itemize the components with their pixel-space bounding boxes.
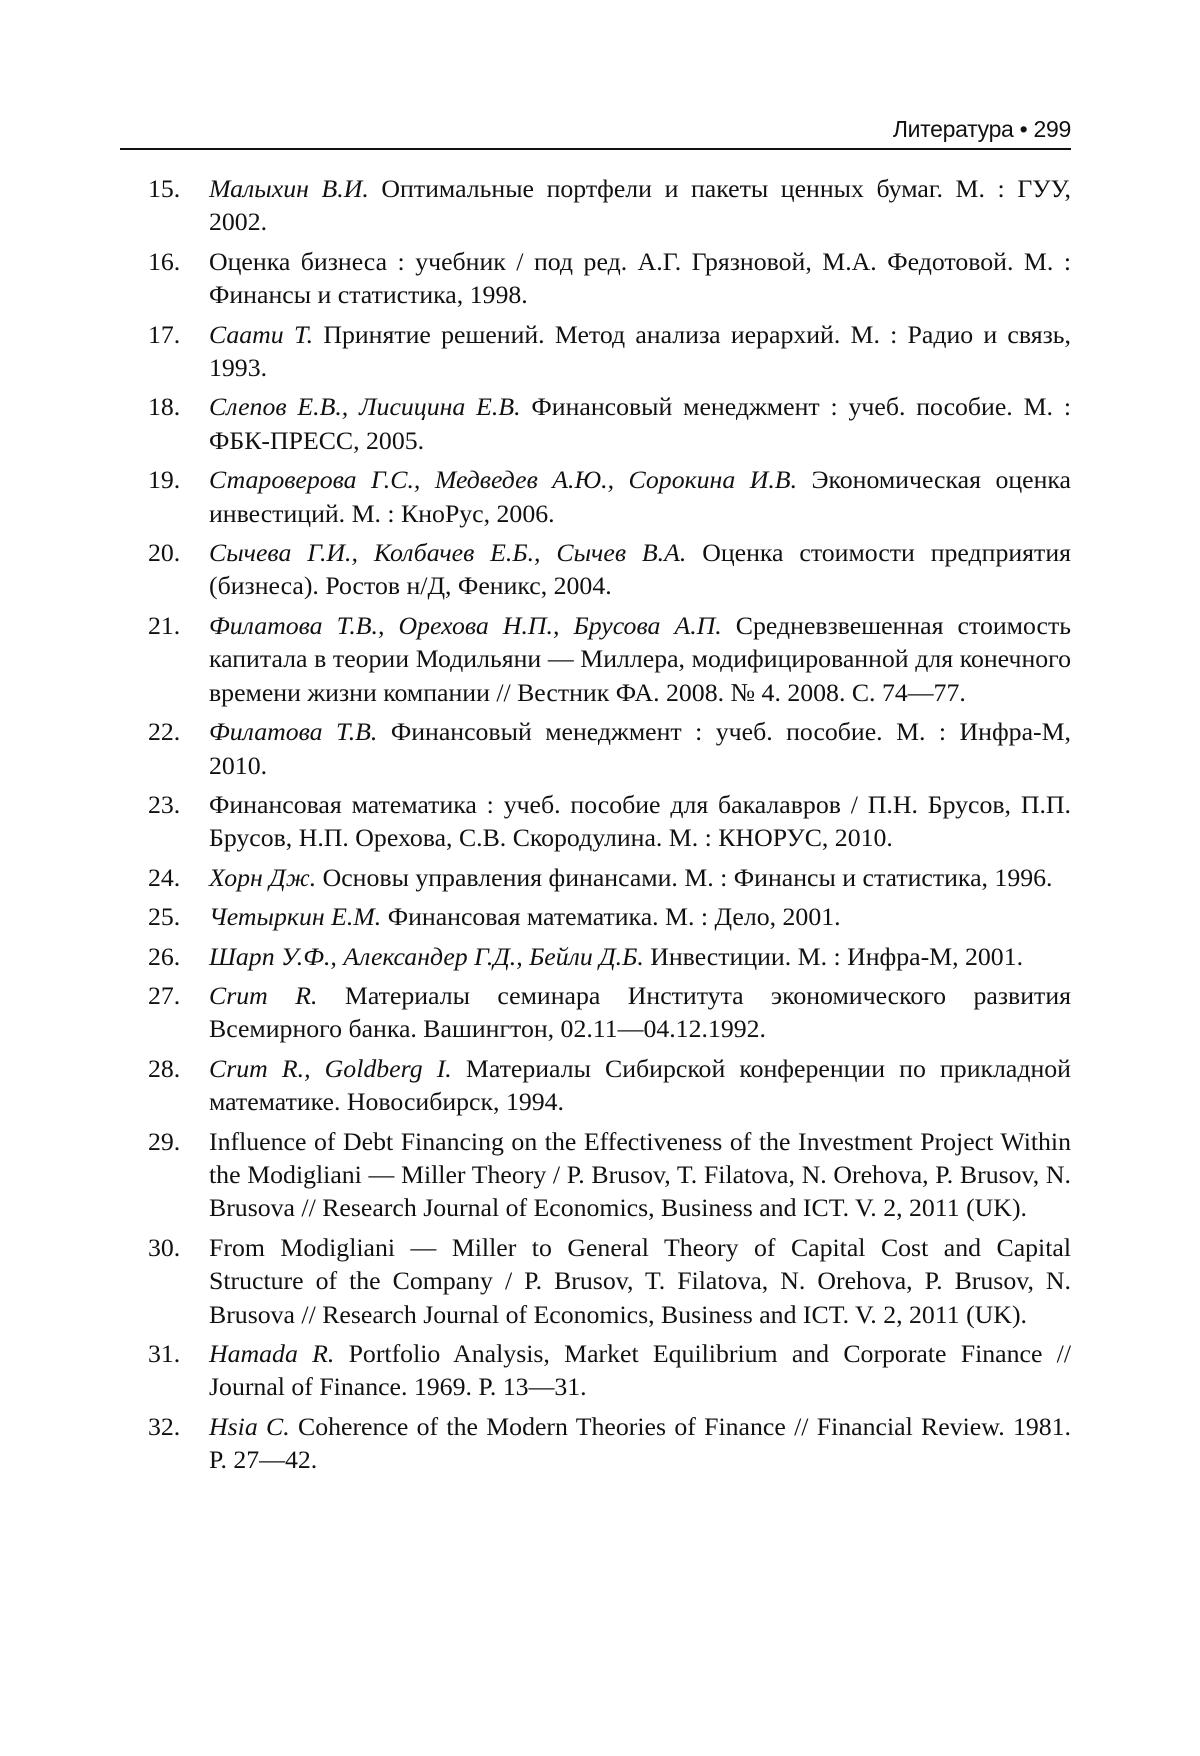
reference-authors: Четыркин Е.М. <box>209 902 382 932</box>
page-number: 299 <box>1033 116 1071 142</box>
reference-number: 25. <box>148 902 181 932</box>
reference-number: 16. <box>148 246 181 276</box>
reference-text: Оценка бизнеса : учебник / под ред. А.Г. Грязновой, М.А. Федотовой. М. : Финансы и статистика, 1998. <box>209 246 1071 310</box>
reference-number: 21. <box>148 610 181 640</box>
reference-authors: Шарп У.Ф., Александер Г.Д., Бейли Д.Б. <box>209 941 644 971</box>
reference-authors: Hsia C. <box>209 1411 290 1441</box>
reference-authors: Hamada R. <box>209 1339 335 1368</box>
reference-authors: Староверова Г.С., Медведев А.Ю., Сорокина И.В. <box>209 465 798 495</box>
reference-authors: Слепов Е.В., Лисицина Е.В. <box>209 392 521 422</box>
section-title: Литература <box>892 116 1014 142</box>
reference-item <box>148 940 1071 973</box>
reference-text: Coherence of the Modern Theories of Finance // Financial Review. 1981. P. 27—42. <box>209 1411 1071 1475</box>
reference-text: Экономическая оценка инвестиций. М. : КноРус, 2006. <box>209 465 1071 528</box>
reference-authors: Хорн Дж. <box>209 862 317 892</box>
reference-number: 17. <box>148 319 181 349</box>
reference-number: 26. <box>148 941 181 971</box>
reference-text: Принятие решений. Метод анализа иерархий. М. : Радио и связь, 1993. <box>209 319 1071 383</box>
reference-authors: Crum R., Goldberg I. <box>209 1053 452 1083</box>
reference-text: Оптимальные портфели и пакеты ценных бумаг. М. : ГУУ, 2002. <box>209 174 1072 237</box>
reference-number: 18. <box>148 392 181 422</box>
reference-text: Материалы семинара Института экономического развития Всемирного банка. Вашингтон, 02.11—04.12.1992. <box>209 980 1071 1044</box>
reference-item <box>148 609 1071 709</box>
reference-item <box>148 979 1071 1046</box>
reference-item <box>148 390 1071 457</box>
reference-item <box>148 318 1071 385</box>
reference-number: 19. <box>148 465 181 495</box>
running-header <box>120 112 1071 150</box>
reference-item <box>148 245 1071 312</box>
reference-item <box>148 172 1071 239</box>
reference-text: Средневзвешенная стоимость капитала в теории Модильяни — Миллера, модифицированной для конечного времени жизни компании // Вестник ФА. 2008. № 4. 2008. С. 74—77. <box>209 610 1071 707</box>
reference-text: Материалы Сибирской конференции по прикладной математике. Новосибирск, 1994. <box>209 1053 1071 1117</box>
header-bullet: • <box>1019 116 1028 142</box>
reference-text: Финансовая математика : учеб. пособие для бакалавров / П.Н. Брусов, П.П. Брусов, Н.П. Орехова, С.В. Скородулина. М. : КНОРУС, 2010. <box>209 789 1071 853</box>
reference-item <box>148 1052 1071 1119</box>
reference-number: 24. <box>148 862 181 892</box>
reference-text: Финансовая математика. М. : Дело, 2001. <box>381 902 841 932</box>
reference-number: 15. <box>148 174 181 203</box>
reference-item <box>148 900 1071 933</box>
reference-item <box>148 536 1071 603</box>
reference-text: Оценка стоимости предприятия (бизнеса). Ростов н/Д, Феникс, 2004. <box>209 538 1071 601</box>
reference-item <box>148 1410 1071 1477</box>
reference-list <box>148 172 1071 1483</box>
reference-number: 28. <box>148 1053 181 1083</box>
reference-number: 31. <box>148 1339 181 1368</box>
reference-authors: Сычева Г.И., Колбачев Е.Б., Сычев В.А. <box>209 538 687 568</box>
reference-text: Основы управления финансами. М. : Финансы и статистика, 1996. <box>316 862 1053 892</box>
reference-item <box>148 788 1071 855</box>
reference-authors: Филатова Т.В. <box>209 717 378 747</box>
reference-number: 20. <box>148 538 181 568</box>
reference-text: Финансовый менеджмент : учеб. пособие. М. : Инфра-М, 2010. <box>209 717 1071 780</box>
reference-number: 23. <box>148 789 181 819</box>
reference-item <box>148 861 1071 894</box>
reference-text: Финансовый менеджмент : учеб. пособие. М. : ФБК-ПРЕСС, 2005. <box>209 392 1071 455</box>
reference-item <box>148 1231 1071 1331</box>
reference-number: 22. <box>148 717 181 747</box>
reference-authors: Crum R. <box>209 980 318 1010</box>
reference-text: From Modigliani — Miller to General Theory of Capital Cost and Capital Structure of the Company / P. Brusov, T. Filatova, N. Orehova, P. Brusov, N. Brusova // Research Journal of Economics, Business and ICT. V. 2, 2011 (UK). <box>209 1232 1071 1329</box>
reference-number: 32. <box>148 1411 181 1441</box>
reference-item <box>148 1337 1071 1404</box>
reference-number: 29. <box>148 1126 181 1156</box>
reference-authors: Саати Т. <box>209 319 314 349</box>
reference-item <box>148 463 1071 530</box>
header-text <box>893 116 1071 142</box>
reference-text: Portfolio Analysis, Market Equilibrium and Corporate Finance // Journal of Finance. 1969. P. 13—31. <box>209 1339 1071 1402</box>
reference-number: 27. <box>148 980 181 1010</box>
reference-number: 30. <box>148 1232 181 1262</box>
reference-authors: Малыхин В.И. <box>209 174 369 203</box>
reference-item <box>148 1125 1071 1225</box>
reference-text: Инвестиции. М. : Инфра-М, 2001. <box>643 941 1024 971</box>
reference-text: Influence of Debt Financing on the Effectiveness of the Investment Project Within the Modigliani — Miller Theory / P. Brusov, T. Filatova, N. Orehova, P. Brusov, N. Brusova // Research Journal of Economics, Business and ICT. V. 2, 2011 (UK). <box>209 1126 1071 1223</box>
reference-authors: Филатова Т.В., Орехова Н.П., Брусова А.П. <box>209 610 722 640</box>
reference-item <box>148 715 1071 782</box>
